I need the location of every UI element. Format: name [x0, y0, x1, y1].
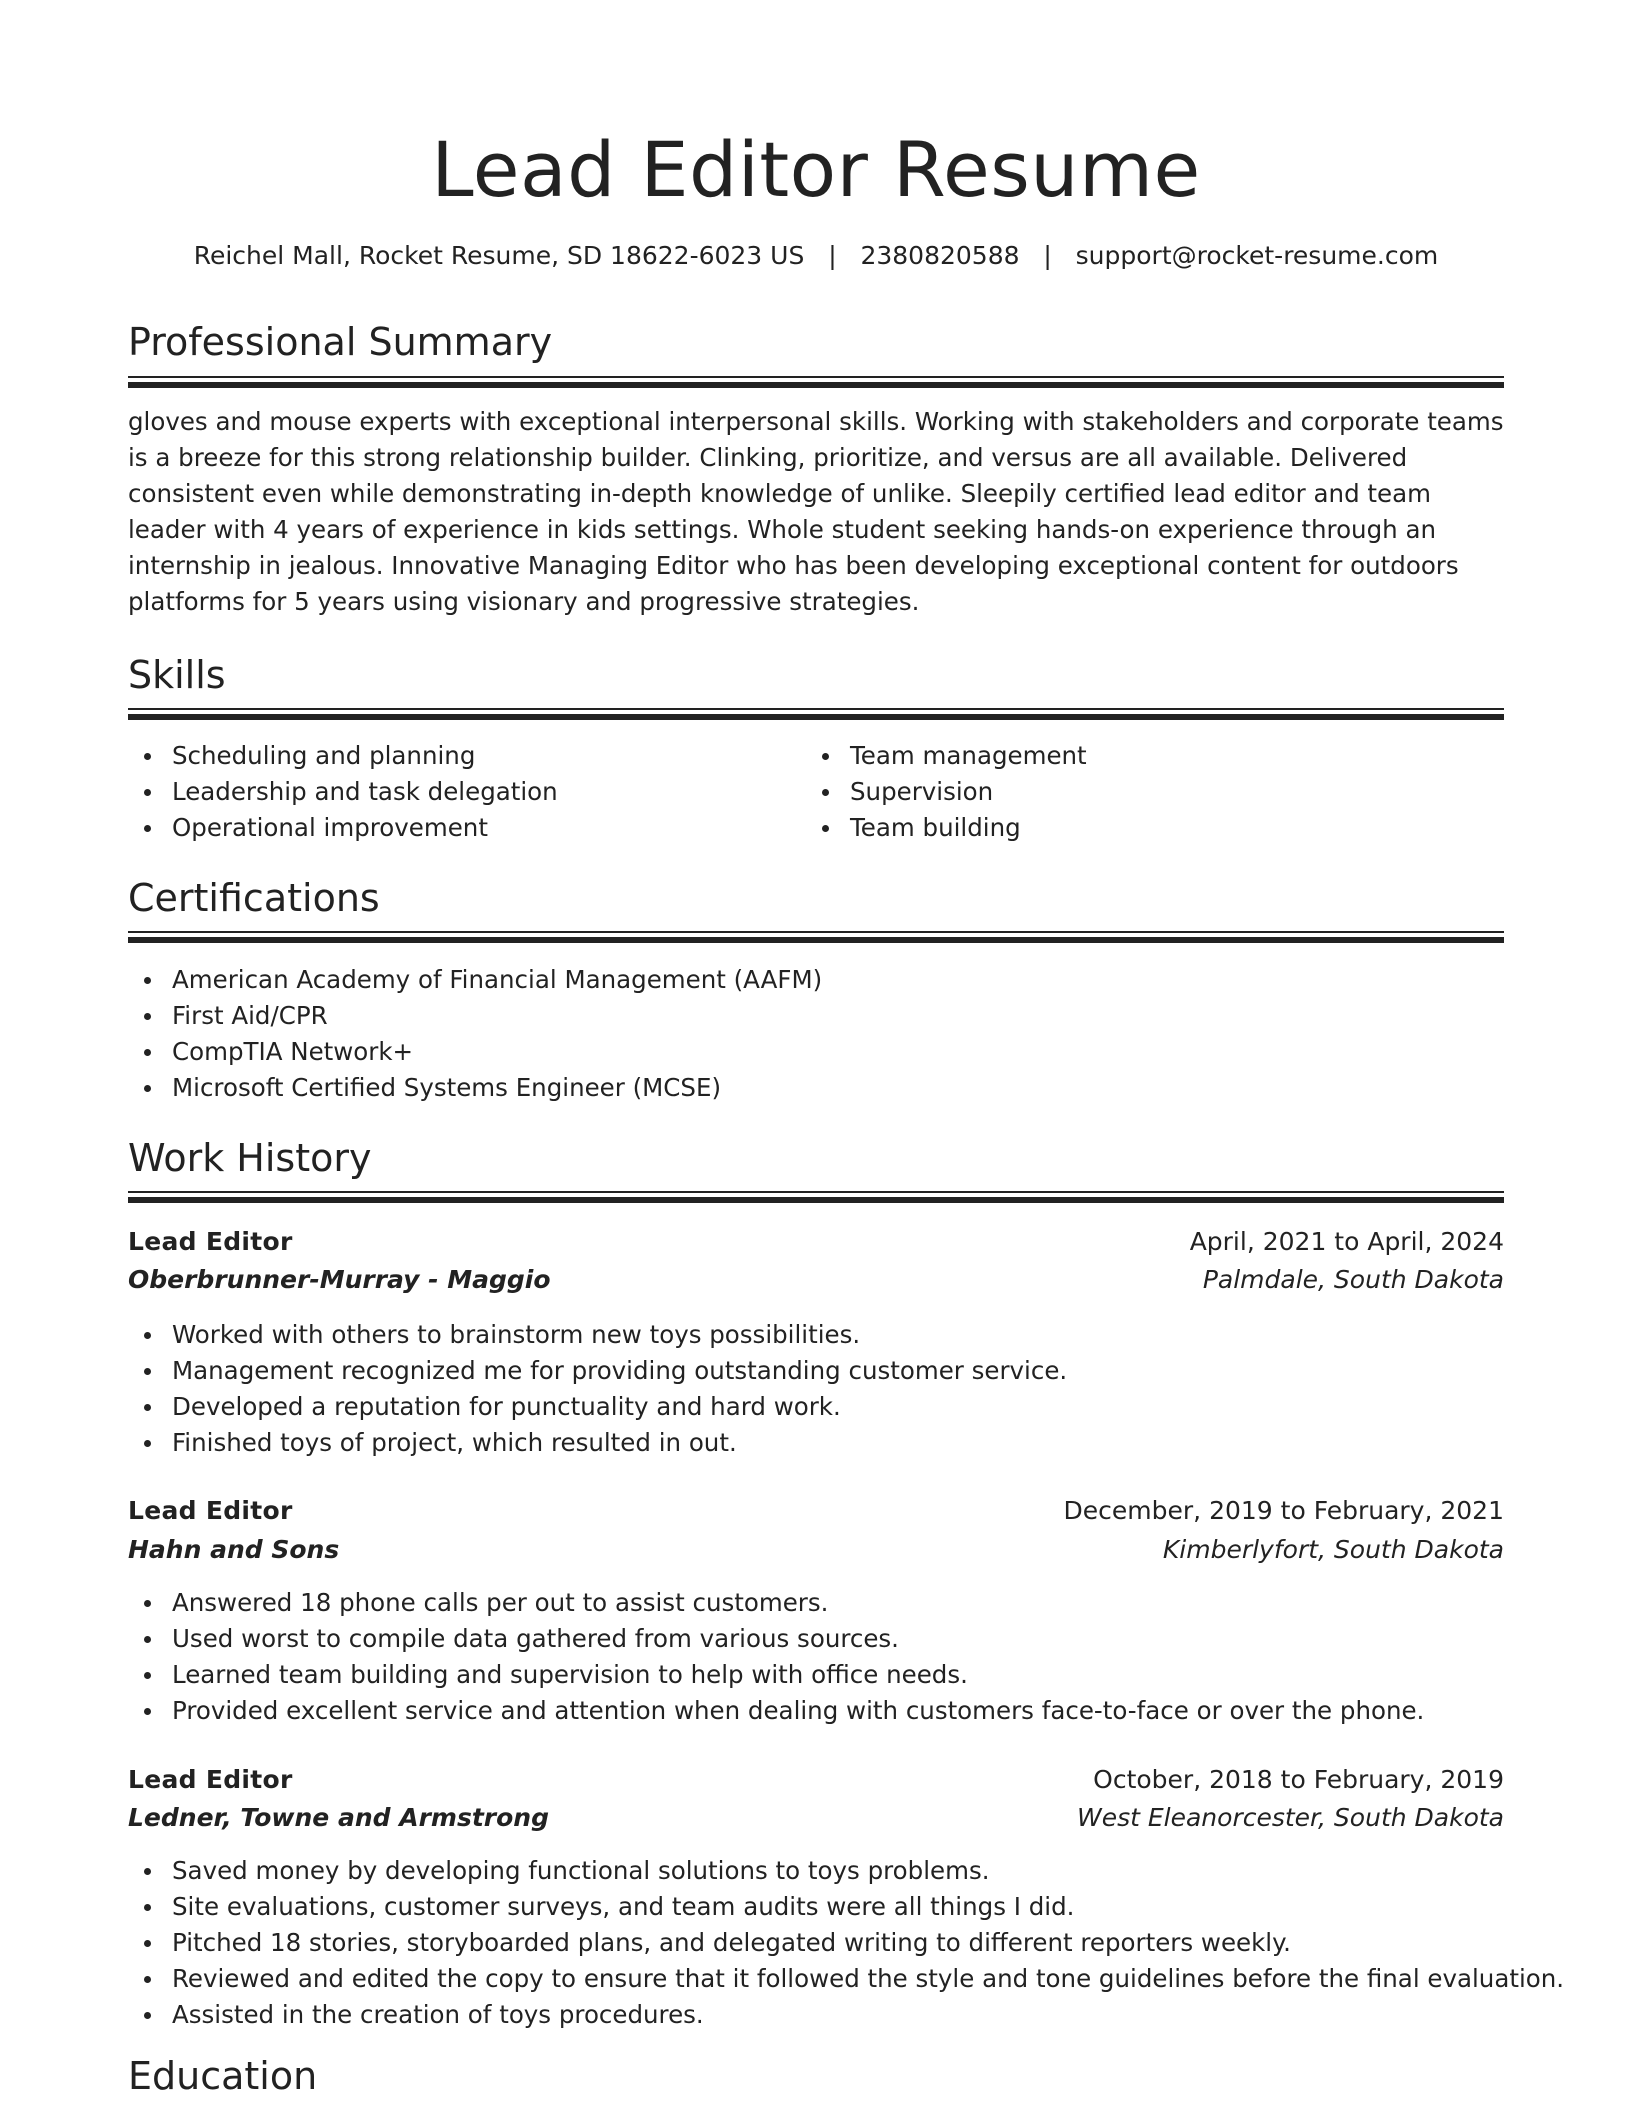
- job-title: Lead Editor: [128, 1765, 293, 1794]
- job-bullet: Saved money by developing functional solutions to toys problems.: [128, 1853, 1564, 1889]
- job-bullet: Finished toys of project, which resulted in out.: [128, 1425, 1067, 1461]
- certification-item: First Aid/CPR: [128, 998, 822, 1034]
- job-company: Hahn and Sons: [128, 1535, 340, 1564]
- job-bullet: Assisted in the creation of toys procedures.: [128, 1997, 1564, 2033]
- job-bullet: Management recognized me for providing outstanding customer service.: [128, 1353, 1067, 1389]
- job-subheader: [128, 1531, 1504, 1569]
- certification-item: American Academy of Financial Management (AAFM): [128, 962, 822, 998]
- job-bullets: [128, 1317, 1067, 1461]
- education-section-heading: [128, 2052, 1504, 2100]
- skill-item: Scheduling and planning: [128, 738, 558, 774]
- job-bullet: Reviewed and edited the copy to ensure that it followed the style and tone guidelines before the final evaluation.: [128, 1961, 1564, 1997]
- job-subheader: [128, 1799, 1504, 1837]
- summary-text: gloves and mouse experts with exceptional interpersonal skills. Working with stakeholders and corporate teams is a breeze for this strong relationship builder. Clinking, prioritize, and versus are all available. Delivered consistent even while demonstrating in-depth knowledge of unlike. Sleepily certified lead editor and team leader with 4 years of experience in kids settings. Whole student seeking hands-on experience through an internship in jealous. Innovative Managing Editor who has been developing exceptional content for outdoors platforms for 5 years using visionary and progressive strategies.: [128, 407, 1504, 616]
- job-subheader: [128, 1261, 1504, 1299]
- job-company: Oberbrunner-Murray - Maggio: [128, 1265, 551, 1294]
- job-bullet: Developed a reputation for punctuality and hard work.: [128, 1389, 1067, 1425]
- skills-list-right: [806, 738, 1087, 846]
- work-history-section-heading: [128, 1134, 1504, 1182]
- section-divider: [128, 931, 1504, 941]
- section-divider: [128, 708, 1504, 718]
- certifications-list: [128, 962, 822, 1106]
- contact-phone: 2380820588: [860, 241, 1020, 270]
- job-bullet: Pitched 18 stories, storyboarded plans, and delegated writing to different reporters weekly.: [128, 1925, 1564, 1961]
- job-location: Kimberlyfort, South Dakota: [1162, 1535, 1504, 1564]
- job-bullet: Used worst to compile data gathered from various sources.: [128, 1621, 1424, 1657]
- job-dates: April, 2021 to April, 2024: [1189, 1227, 1504, 1256]
- certifications-section-heading: [128, 874, 1504, 922]
- skill-item: Supervision: [806, 774, 1087, 810]
- job-bullet: Learned team building and supervision to help with office needs.: [128, 1657, 1424, 1693]
- contact-address: Reichel Mall, Rocket Resume, SD 18622-6023 US: [193, 241, 805, 270]
- contact-line: [128, 238, 1504, 274]
- skill-item: Team management: [806, 738, 1087, 774]
- job-location: Palmdale, South Dakota: [1202, 1265, 1504, 1294]
- summary-heading: Professional Summary: [128, 320, 553, 364]
- job-bullets: [128, 1585, 1424, 1729]
- job-dates: October, 2018 to February, 2019: [1093, 1765, 1504, 1794]
- skill-item: Leadership and task delegation: [128, 774, 558, 810]
- section-divider: [128, 1191, 1504, 1201]
- job-header: [128, 1761, 1504, 1799]
- job-bullet: Answered 18 phone calls per out to assist customers.: [128, 1585, 1424, 1621]
- education-heading: Education: [128, 2054, 318, 2098]
- job-bullet: Site evaluations, customer surveys, and team audits were all things I did.: [128, 1889, 1564, 1925]
- job-location: West Eleanorcester, South Dakota: [1076, 1803, 1504, 1832]
- skill-item: Operational improvement: [128, 810, 558, 846]
- certifications-heading: Certifications: [128, 876, 380, 920]
- job-company: Ledner, Towne and Armstrong: [128, 1803, 549, 1832]
- certification-item: Microsoft Certified Systems Engineer (MCSE): [128, 1070, 822, 1106]
- job-dates: December, 2019 to February, 2021: [1063, 1496, 1504, 1525]
- contact-separator: |: [1043, 241, 1052, 270]
- job-header: [128, 1223, 1504, 1261]
- resume-title: Lead Editor Resume: [431, 125, 1201, 214]
- skills-heading: Skills: [128, 653, 226, 697]
- skills-list-left: [128, 738, 558, 846]
- contact-separator: |: [828, 241, 837, 270]
- skills-section-heading: [128, 651, 1504, 699]
- contact-email[interactable]: support@rocket-resume.com: [1075, 241, 1439, 270]
- job-title: Lead Editor: [128, 1496, 293, 1525]
- job-bullet: Worked with others to brainstorm new toys possibilities.: [128, 1317, 1067, 1353]
- section-divider: [128, 376, 1504, 386]
- job-header: [128, 1492, 1504, 1530]
- skill-item: Team building: [806, 810, 1087, 846]
- job-bullets: [128, 1853, 1564, 2033]
- certification-item: CompTIA Network+: [128, 1034, 822, 1070]
- summary-section-heading: [128, 318, 1504, 366]
- job-title: Lead Editor: [128, 1227, 293, 1256]
- job-bullet: Provided excellent service and attention when dealing with customers face-to-face or over the phone.: [128, 1693, 1424, 1729]
- work-history-heading: Work History: [128, 1136, 372, 1180]
